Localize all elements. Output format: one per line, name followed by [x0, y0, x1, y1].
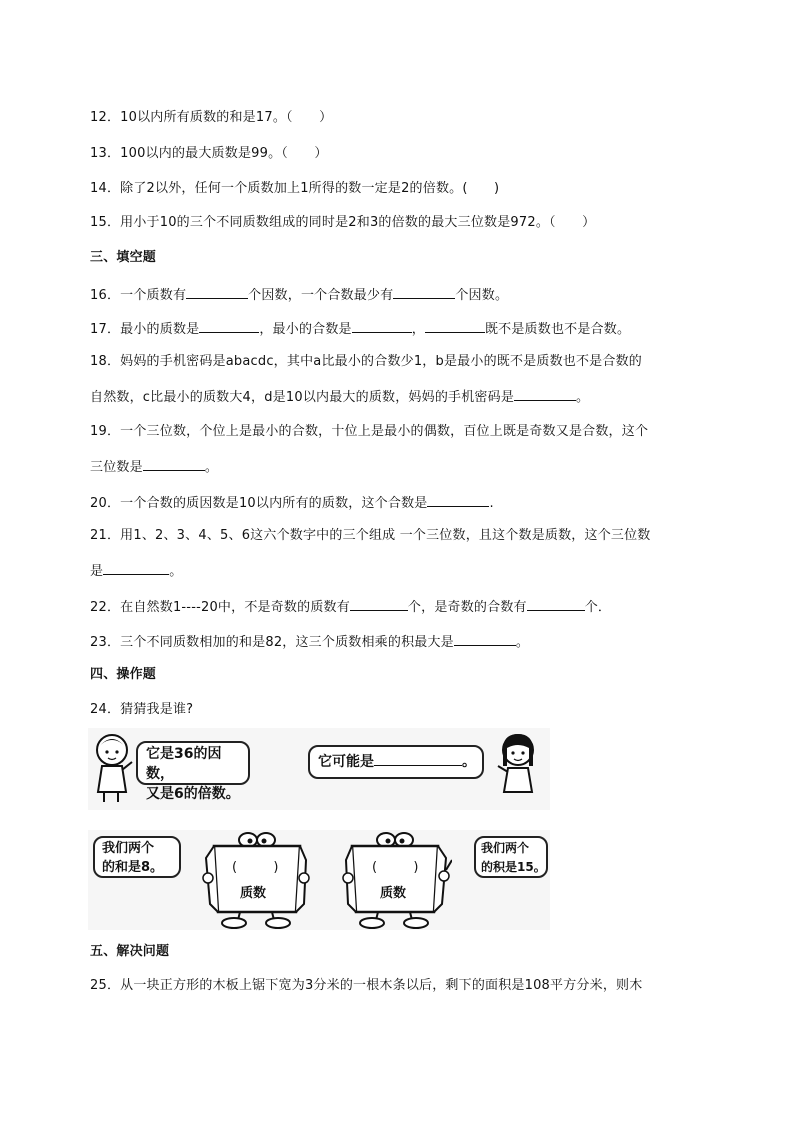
question-16 [90, 284, 508, 306]
q21-blank[interactable] [103, 560, 169, 575]
q19-blank[interactable] [143, 456, 205, 471]
question-19-line-2 [90, 456, 218, 478]
bubble-left-line-1: 它是36的因数， [146, 746, 222, 782]
q17-text-1: 17．最小的质数是 [90, 322, 200, 337]
speech-bubble-left [136, 741, 250, 802]
sign-right-paren-open: ( [372, 860, 378, 875]
speech-bubble-right [308, 745, 484, 779]
sign-left-label: 质数 [240, 886, 267, 901]
question-15: 15．用小于10的三个不同质数组成的同时是2和3的倍数的最大三位数是972。（ ） [90, 215, 596, 230]
sign-right-paren-close: ) [413, 860, 419, 875]
q18-blank[interactable] [514, 386, 576, 401]
section-3-title: 三、填空题 [90, 250, 157, 265]
q16-text-3: 个因数。 [455, 288, 509, 303]
q17-text-3: ， [411, 322, 425, 337]
q20-blank[interactable] [427, 492, 489, 507]
sign-left-bubble-line-2: 的和是8。 [102, 860, 164, 875]
bubble-right-blank[interactable] [374, 749, 462, 766]
q22-blank-2[interactable] [527, 596, 585, 611]
bubble-right-text: 它可能是 [318, 754, 374, 770]
section-5-title: 五、解决问题 [90, 944, 170, 959]
sign-right-bubble-line-2: 的积是15。 [481, 860, 546, 874]
q20-text-2: . [489, 496, 494, 511]
q18-text-2b: 。 [576, 390, 590, 405]
question-14: 14．除了2以外，任何一个质数加上1所得的数一定是2的倍数。( ) [90, 181, 500, 196]
q19-text-2a: 三位数是 [90, 460, 143, 475]
q16-blank-1[interactable] [186, 284, 248, 299]
sign-left-paren-open: ( [232, 860, 238, 875]
question-18-line-2 [90, 386, 589, 408]
sign-right-bubble [474, 836, 548, 878]
girl-right-figure [492, 730, 542, 800]
q22-text-2: 个，是奇数的合数有 [407, 600, 527, 615]
question-21-line-2 [90, 560, 182, 582]
q20-text-1: 20．一个合数的质因数是10以内所有的质数，这个合数是 [90, 496, 428, 511]
question-18-line-1: 18．妈妈的手机密码是abacdc，其中a比最小的合数少1，b是最小的既不是质数也不是合数的 [90, 354, 642, 369]
q21-text-2b: 。 [169, 564, 183, 579]
question-13: 13．100以内的最大质数是99。（ ） [90, 146, 328, 161]
q19-text-2b: 。 [204, 460, 219, 475]
q17-blank-3[interactable] [425, 318, 485, 333]
q16-text-2: 个因数，一个合数最少有 [248, 288, 394, 303]
q22-blank-1[interactable] [350, 596, 408, 611]
question-17 [90, 318, 630, 340]
q16-text-1: 16．一个质数有 [90, 288, 187, 303]
sign-right-parens [372, 860, 422, 875]
q22-text-1: 22．在自然数1----20中，不是奇数的质数有 [90, 600, 350, 615]
q17-text-4: 既不是质数也不是合数。 [484, 322, 631, 337]
sign-character-left [200, 830, 310, 930]
q17-blank-2[interactable] [352, 318, 412, 333]
question-21-line-1: 21．用1、2、3、4、5、6这六个数字中的三个组成 一个三位数，且这个数是质数，这个三位数 [90, 528, 651, 543]
q18-text-2a: 自然数，c比最小的质数大4，d是10以内最大的质数，妈妈的手机密码是 [90, 390, 515, 405]
sign-left-bubble [93, 836, 181, 878]
q17-blank-1[interactable] [199, 318, 259, 333]
sign-right-bubble-line-1: 我们两个 [481, 841, 530, 855]
question-19-line-1: 19．一个三位数，个位上是最小的合数，十位上是最小的偶数，百位上既是奇数又是合数，这个 [90, 424, 649, 439]
q23-text-2: 。 [515, 635, 530, 650]
q23-text-1: 23．三个不同质数相加的和是82，这三个质数相乘的积最大是 [90, 635, 454, 650]
bubble-left-line-2: 又是6的倍数。 [146, 786, 240, 802]
question-25: 25．从一块正方形的木板上锯下宽为3分米的一根木条以后，剩下的面积是108平方分米，则木 [90, 978, 643, 993]
q22-text-3: 个． [584, 600, 612, 615]
q17-text-2: ，最小的合数是 [259, 322, 352, 337]
bubble-right-end: 。 [462, 754, 476, 770]
question-23 [90, 631, 529, 653]
section-4-title: 四、操作题 [90, 667, 157, 682]
q21-text-2a: 是 [90, 564, 104, 579]
q23-blank[interactable] [454, 631, 516, 646]
sign-left-paren-close: ) [273, 860, 279, 875]
question-20 [90, 492, 494, 514]
question-24: 24．猜猜我是谁? [90, 702, 194, 717]
sign-left-bubble-line-1: 我们两个 [102, 841, 155, 856]
sign-character-right [342, 830, 452, 930]
question-22 [90, 596, 611, 618]
question-12: 12．10以内所有质数的和是17。（ ） [90, 110, 333, 125]
sign-left-parens [232, 860, 282, 875]
q16-blank-2[interactable] [393, 284, 455, 299]
sign-right-label: 质数 [380, 886, 407, 901]
girl-left-figure [90, 730, 136, 804]
